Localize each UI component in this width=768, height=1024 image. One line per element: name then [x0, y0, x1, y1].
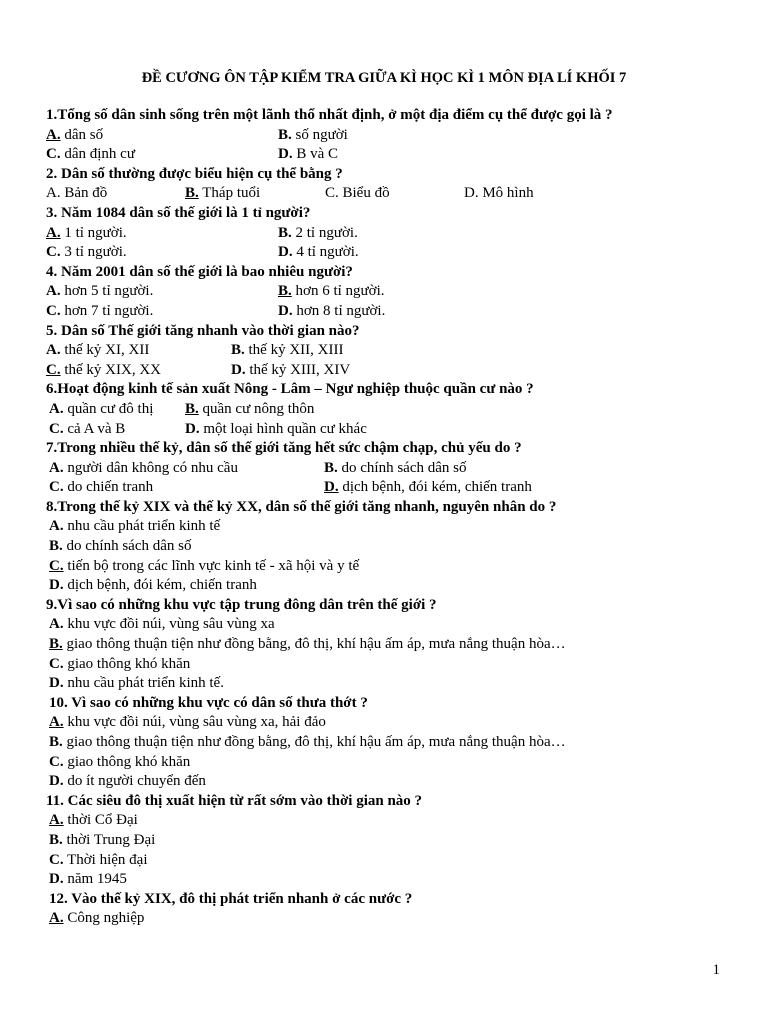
option-c	[49, 420, 125, 440]
option-b	[185, 184, 260, 204]
option-letter: A.	[49, 910, 64, 927]
option-a	[46, 713, 736, 733]
option-text: . Bản đồ	[56, 185, 108, 202]
option-text: thời Trung Đại	[62, 831, 156, 848]
option-d	[46, 870, 736, 890]
option-text: 3 tỉ người.	[60, 244, 127, 261]
option-text: do chính sách dân số	[62, 538, 192, 555]
option-text: dân số	[60, 126, 104, 143]
option-c	[46, 243, 127, 263]
option-letter: D.	[278, 244, 293, 261]
option-d	[278, 145, 338, 165]
option-text: giao thông khó khăn	[63, 753, 191, 770]
option-letter: A.	[46, 126, 61, 143]
option-letter: B.	[278, 283, 292, 300]
option-text: dịch bệnh, đói kém, chiến tranh	[338, 479, 532, 496]
option-d	[185, 420, 367, 440]
option-b	[278, 126, 348, 146]
option-b	[46, 831, 736, 851]
option-a	[46, 341, 149, 361]
option-text: hơn 6 tỉ người.	[291, 283, 385, 300]
option-c	[46, 655, 736, 675]
option-c	[46, 302, 153, 322]
option-letter: C.	[46, 361, 61, 378]
option-letter: A.	[46, 224, 61, 241]
option-letter: B.	[49, 831, 63, 848]
option-text: nhu cầu phát triển kinh tế.	[63, 675, 224, 692]
option-letter: B.	[278, 126, 292, 143]
option-letter: C.	[46, 302, 61, 319]
option-text: thời Cổ Đại	[63, 812, 138, 829]
option-text: năm 1945	[63, 871, 127, 888]
option-text: giao thông thuận tiện như đồng bằng, đô thị, khí hậu ấm áp, mưa nắng thuận hòa…	[62, 636, 566, 653]
option-a	[46, 184, 107, 204]
option-letter: A.	[49, 714, 64, 731]
option-b	[46, 537, 736, 557]
option-letter: A.	[49, 518, 64, 535]
option-c	[46, 851, 736, 871]
option-d	[46, 674, 736, 694]
option-letter: B.	[324, 459, 338, 476]
option-letter: D.	[49, 871, 64, 888]
option-text: 2 tỉ người.	[291, 224, 358, 241]
option-text: nhu cầu phát triển kinh tế	[63, 518, 221, 535]
option-b	[278, 282, 385, 302]
option-letter: A.	[49, 812, 64, 829]
option-a	[46, 282, 153, 302]
options-row	[46, 361, 736, 381]
question-4: 4. Năm 2001 dân số thế giới là bao nhiêu người?	[46, 263, 353, 280]
option-text: Công nghiệp	[63, 910, 145, 927]
option-b	[46, 733, 736, 753]
question-5: 5. Dân số Thế giới tăng nhanh vào thời gian nào?	[46, 322, 360, 339]
options-row	[46, 224, 736, 244]
option-text: 1 tỉ người.	[60, 224, 127, 241]
options-row	[46, 478, 736, 498]
question-8: 8.Trong thế kỷ XIX và thế kỷ XX, dân số thế giới tăng nhanh, nguyên nhân do ?	[46, 498, 557, 515]
option-letter: A	[46, 185, 57, 202]
option-c	[46, 557, 736, 577]
options-row	[46, 341, 736, 361]
option-letter: D.	[278, 146, 293, 163]
option-letter: C.	[49, 557, 64, 574]
option-text: một loại hình quần cư khác	[199, 420, 367, 437]
option-b	[46, 635, 736, 655]
question-7: 7.Trong nhiều thế kỷ, dân số thế giới tăng hết sức chậm chạp, chủ yếu do ?	[46, 440, 522, 457]
option-c	[46, 145, 135, 165]
question-10: 10. Vì sao có những khu vực có dân số thưa thớt ?	[49, 694, 368, 711]
option-text: hơn 5 tỉ người.	[60, 283, 154, 300]
option-d	[278, 302, 385, 322]
options-row	[46, 400, 736, 420]
option-text: quần cư nông thôn	[198, 400, 315, 417]
option-a	[49, 400, 153, 420]
option-c	[46, 361, 161, 381]
option-d	[324, 478, 532, 498]
option-d: D. Mô hình	[464, 185, 534, 202]
option-text: khu vực đồi núi, vùng sâu vùng xa	[63, 616, 275, 633]
option-c	[49, 478, 153, 498]
option-a	[46, 811, 736, 831]
question-2: 2. Dân số thường được biểu hiện cụ thể bằng ?	[46, 165, 343, 182]
option-text: B và C	[292, 146, 339, 163]
option-a	[46, 909, 736, 929]
options-row	[46, 184, 736, 204]
option-letter: D.	[49, 577, 64, 594]
options-row	[46, 420, 736, 440]
question-12: 12. Vào thế kỷ XIX, đô thị phát triển nhanh ở các nước ?	[49, 890, 413, 907]
option-letter: D.	[49, 675, 64, 692]
options-row	[46, 302, 736, 322]
options-row	[46, 243, 736, 263]
option-text: cả A và B	[63, 420, 126, 437]
option-text: do chính sách dân số	[337, 459, 467, 476]
option-b	[231, 341, 343, 361]
option-text: thế kỷ XIX, XX	[60, 361, 161, 378]
option-letter: A.	[49, 400, 64, 417]
option-letter: C.	[46, 244, 61, 261]
option-d	[278, 243, 359, 263]
option-text: giao thông thuận tiện như đồng bằng, đô thị, khí hậu ấm áp, mưa nắng thuận hòa…	[62, 734, 566, 750]
option-letter: D.	[278, 302, 293, 319]
option-letter: B.	[49, 734, 63, 750]
option-text: do chiến tranh	[63, 479, 154, 496]
option-letter: D.	[231, 361, 246, 378]
option-text: hơn 7 tỉ người.	[60, 302, 154, 319]
option-text: thế kỷ XI, XII	[60, 342, 150, 359]
option-text: Tháp tuổi	[198, 185, 261, 202]
option-letter: D.	[49, 773, 64, 790]
option-a	[46, 126, 103, 146]
option-letter: B.	[278, 224, 292, 241]
option-text: do ít người chuyển đến	[63, 773, 206, 790]
option-text: số người	[291, 126, 348, 143]
option-text: dịch bệnh, đói kém, chiến tranh	[63, 577, 257, 594]
option-a	[46, 615, 736, 635]
option-c: C. Biểu đồ	[325, 185, 390, 202]
option-a	[49, 459, 238, 479]
option-text: Thời hiện đại	[63, 851, 148, 868]
option-d	[231, 361, 350, 381]
option-letter: C.	[49, 420, 64, 437]
option-letter: C.	[49, 479, 64, 496]
option-text: tiến bộ trong các lĩnh vực kinh tế - xã hội và y tế	[63, 557, 360, 574]
option-b	[324, 459, 467, 479]
option-letter: A.	[49, 459, 64, 476]
option-letter: A.	[46, 283, 61, 300]
option-text: giao thông khó khăn	[63, 655, 191, 672]
options-row	[46, 459, 736, 479]
option-a	[46, 517, 736, 537]
option-letter: A.	[49, 616, 64, 633]
option-letter: B.	[49, 636, 63, 653]
option-letter: C.	[49, 655, 64, 672]
question-3: 3. Năm 1084 dân số thế giới là 1 tỉ người?	[46, 204, 311, 221]
option-letter: A.	[46, 342, 61, 359]
question-6: 6.Hoạt động kinh tế sản xuất Nông - Lâm – Ngư nghiệp thuộc quần cư nào ?	[46, 381, 534, 398]
options-row	[46, 282, 736, 302]
options-row	[46, 126, 736, 146]
option-letter: C.	[46, 146, 61, 163]
options-row	[46, 145, 736, 165]
option-text: 4 tỉ người.	[292, 244, 359, 261]
option-d	[46, 772, 736, 792]
page-number: 1	[712, 962, 720, 978]
option-text: dân định cư	[60, 146, 135, 163]
option-text: thế kỷ XIII, XIV	[245, 361, 351, 378]
option-a	[46, 224, 127, 244]
option-letter: C.	[49, 851, 64, 868]
option-letter: B.	[49, 538, 63, 555]
option-text: người dân không có nhu cầu	[63, 459, 238, 476]
option-text: khu vực đồi núi, vùng sâu vùng xa, hải đảo	[63, 714, 326, 731]
question-1: 1.Tổng số dân sinh sống trên một lãnh thổ nhất định, ở một địa điểm cụ thể được gọi là ?	[46, 107, 613, 123]
option-text: thế kỷ XII, XIII	[244, 342, 344, 359]
option-letter: B.	[231, 342, 245, 359]
option-d	[46, 576, 736, 596]
document-title: ĐỀ CƯƠNG ÔN TẬP KIỂM TRA GIỮA KÌ HỌC KÌ 1 MÔN ĐỊA LÍ KHỐI 7	[141, 70, 627, 86]
question-list	[46, 106, 736, 929]
option-letter: B.	[185, 185, 199, 202]
option-b	[185, 400, 314, 420]
option-letter: D.	[324, 479, 339, 496]
option-letter: B.	[185, 400, 199, 417]
question-9: 9.Vì sao có những khu vực tập trung đông dân trên thế giới ?	[46, 596, 437, 613]
option-text: hơn 8 tỉ người.	[292, 302, 386, 319]
question-11: 11. Các siêu đô thị xuất hiện từ rất sớm vào thời gian nào ?	[46, 792, 423, 809]
option-c	[46, 753, 736, 773]
option-letter: C.	[49, 753, 64, 770]
option-text: quần cư đô thị	[63, 400, 154, 417]
option-letter: D.	[185, 420, 200, 437]
option-b	[278, 224, 358, 244]
